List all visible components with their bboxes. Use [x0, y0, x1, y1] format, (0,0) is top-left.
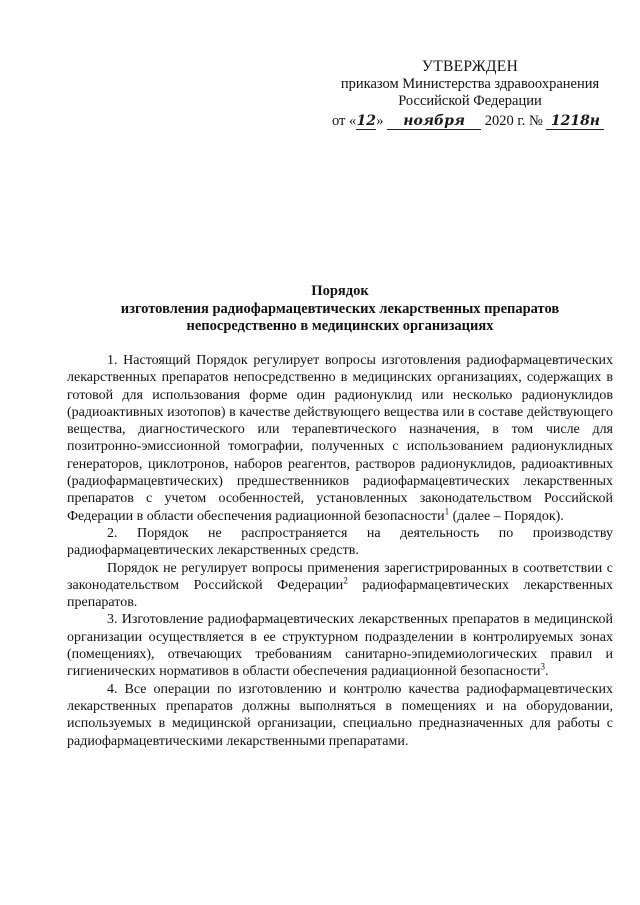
title-line-1: Порядок — [311, 283, 369, 299]
footnote-ref-2: 2 — [343, 575, 348, 586]
paragraph-5: 4. Все операции по изготовлению и контролю качества радиофармацевтических лекарственных препаратов должны выполняться в помещениях и на оборудовании, используемых в медицинской организации, специально предназначенных для работы с радиофармацевтическими лекарственными препаратами. — [67, 681, 613, 749]
footnote-ref-3: 3 — [540, 661, 545, 672]
paragraph-4-text: 3. Изготовление радиофармацевтических лекарственных препаратов в медицинской организации осуществляется в ее структурном подразделении в контролируемых зонах (помещениях), отвечающих требованиям санитарно-эпидемиологических правил и гигиенических нормативов в области обеспечения радиационной безопасности — [67, 612, 613, 680]
approval-line-federation: Российской Федерации — [398, 93, 542, 109]
document-body — [67, 352, 613, 750]
title-line-2: изготовления радиофармацевтических лекарственных препаратов — [120, 300, 560, 317]
handwritten-order-number: 1218н — [546, 114, 604, 130]
paragraph-1 — [67, 352, 613, 525]
approval-line-ministry: приказом Министерства здравоохранения — [340, 75, 600, 92]
paragraph-3 — [67, 560, 613, 612]
title-line-3: непосредственно в медицинских организациях — [186, 318, 494, 334]
approval-title: УТВЕРЖДЕН — [421, 58, 519, 75]
paragraph-3-end: радиофармацевтических лекарственных препаратов. — [67, 577, 613, 611]
date-mid: » — [376, 112, 384, 129]
handwritten-day: 12 — [356, 112, 377, 129]
paragraph-4-end: . — [544, 664, 549, 680]
footnote-ref-1: 1 — [444, 506, 450, 517]
paragraph-3-text: Порядок не регулирует вопросы применения зарегистрированных в соответствии с законодательством Российской Федерации — [67, 560, 613, 593]
handwritten-month: ноября — [387, 114, 481, 130]
year-text: 2020 г. № — [484, 112, 543, 129]
document-title — [40, 283, 640, 336]
paragraph-4 — [67, 611, 613, 680]
paragraph-2: 2. Порядок не распространяется на деятельность по производству радиофармацевтических лекарственных средств. — [67, 525, 613, 559]
approval-date-line — [320, 113, 620, 131]
date-prefix: от « — [332, 112, 357, 129]
approval-block — [320, 58, 620, 130]
paragraph-1-text: 1. Настоящий Порядок регулирует вопросы изготовления радиофармацевтических лекарственных препаратов непосредственно в медицинских организациях, содержащих в готовой для использования форме один радионуклид или несколько радионуклидов (радиоактивных изотопов) в качестве действующего вещества или в составе действующего вещества, диагностического или терапевтического назначения, в том числе для позитронно-эмиссионной томографии, полученных с использованием радионуклидных генераторов, циклотронов, наборов реагентов, растворов радионуклидов, радиоактивных (радиофармацевтических) предшественников радиофармацевтических лекарственных препаратов с учетом особенностей, установленных законодательством Российской Федерации в области обеспечения радиационной безопасности — [67, 353, 613, 524]
paragraph-1-end: (далее – Порядок). — [449, 508, 564, 524]
